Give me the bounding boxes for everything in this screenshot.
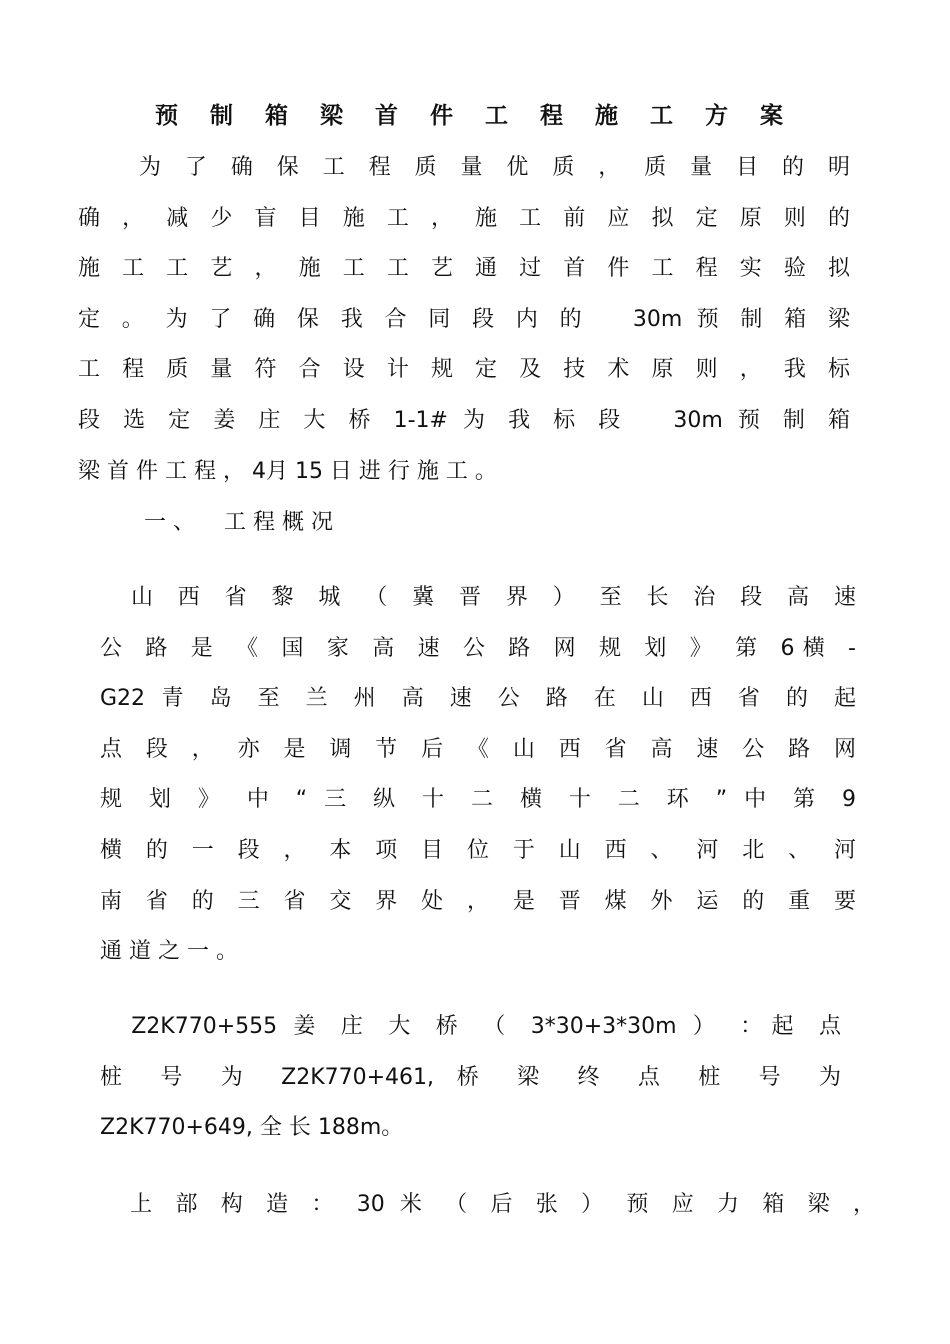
paragraph-line: 南 省 的 三 省 交 界 处 ， 是 晋 煤 外 运 的 重 要 bbox=[100, 888, 856, 914]
paragraph-line: 定 。 为 了 确 保 我 合 同 段 内 的 30m 预 制 箱 梁 bbox=[78, 306, 850, 332]
paragraph-line: 规 划 》 中 “ 三 纵 十 二 横 十 二 环 ” 中 第 9 bbox=[100, 787, 856, 813]
intro-paragraph bbox=[78, 143, 850, 497]
bridge-paragraph bbox=[100, 1002, 841, 1154]
document-title: 预 制 箱 梁 首 件 工 程 施 工 方 案 bbox=[154, 103, 796, 129]
paragraph-line: Z2K770+555 姜 庄 大 桥 （ 3*30+3*30m ） ：起 点 bbox=[100, 1014, 841, 1039]
paragraph-line: Z2K770+649, 全 长 188m。 bbox=[100, 1115, 404, 1141]
structure-paragraph bbox=[100, 1180, 875, 1231]
paragraph-line: 通 道 之 一 。 bbox=[100, 939, 238, 965]
paragraph-line: 山 西 省 黎 城 （ 冀 晋 界 ） 至 长 治 段 高 速 bbox=[100, 585, 856, 610]
section-heading bbox=[144, 498, 444, 549]
paragraph-line: 梁 首 件 工 程 ， 4月 15 日 进 行 施 工 。 bbox=[78, 458, 497, 484]
paragraph-line: 工 程 质 量 符 合 设 计 规 定 及 技 术 原 则 ， 我 标 bbox=[78, 357, 850, 383]
overview-paragraph bbox=[100, 573, 856, 978]
paragraph-line: 段 选 定 姜 庄 大 桥 1-1# 为 我 标 段 30m 预 制 箱 bbox=[78, 407, 850, 433]
paragraph-line: 施 工 工 艺 ， 施 工 工 艺 通 过 首 件 工 程 实 验 拟 bbox=[78, 256, 850, 282]
section-heading-text: 一 、 工 程 概 况 bbox=[144, 510, 333, 535]
paragraph-line: G22 青 岛 至 兰 州 高 速 公 路 在 山 西 省 的 起 bbox=[100, 686, 856, 712]
paragraph-line: 桩 号 为 Z2K770+461, 桥 梁 终 点 桩 号 为 bbox=[100, 1064, 841, 1090]
paragraph-line: 为 了 确 保 工 程 质 量 优 质 ， 质 量 目 的 明 bbox=[78, 155, 850, 180]
paragraph-line: 公 路 是 《 国 家 高 速 公 路 网 规 划 》 第 6横 - bbox=[100, 635, 856, 661]
paragraph-line: 横 的 一 段 ， 本 项 目 位 于 山 西 、 河 北 、 河 bbox=[100, 837, 856, 863]
paragraph-line: 确 ， 减 少 盲 目 施 工 ， 施 工 前 应 拟 定 原 则 的 bbox=[78, 205, 850, 231]
paragraph-line: 点 段 ， 亦 是 调 节 后 《 山 西 省 高 速 公 路 网 bbox=[100, 736, 856, 762]
paragraph-line: 上 部 构 造 ： 30 米 （ 后 张 ） 预 应 力 箱 梁 ， bbox=[100, 1192, 875, 1217]
